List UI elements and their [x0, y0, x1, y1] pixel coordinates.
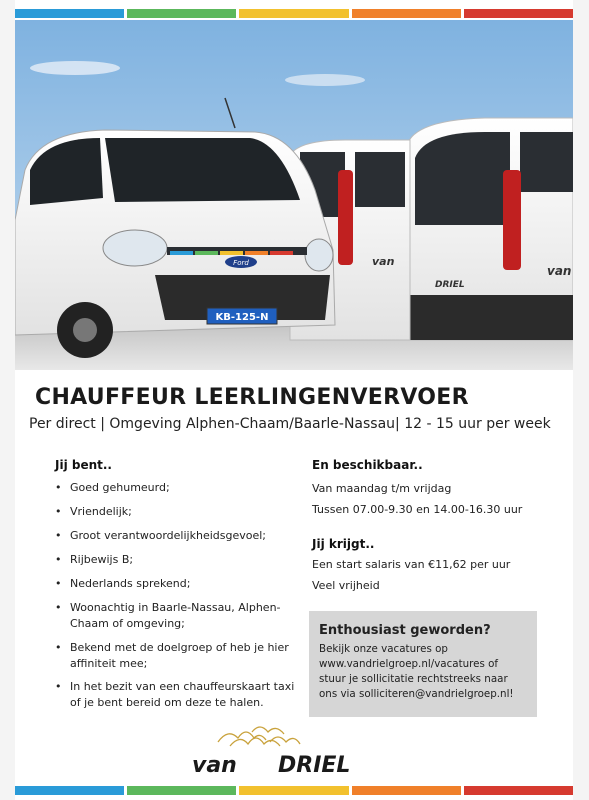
list-item-text: Rijbewijs B; [70, 552, 134, 566]
stripe-orange [352, 786, 461, 795]
stripe-green [127, 786, 236, 795]
middle-van-brand-2: DRIEL [435, 280, 465, 290]
list-item-text: Goed gehumeurd; [70, 481, 170, 494]
apply-callout-title: Enthousiast geworden? [319, 623, 491, 638]
license-plate: KB-125-N [215, 312, 269, 323]
offer-heading: Jij krijgt.. [312, 537, 375, 551]
list-item-text: Nederlands sprekend; [70, 576, 191, 590]
bottom-color-stripe [15, 786, 573, 795]
bullet-icon: • [55, 552, 62, 566]
availability-heading: En beschikbaar.. [312, 458, 423, 472]
list-item-text: Bekend met de doelgroep of heb je hier affiniteit mee; [70, 640, 289, 670]
rear-van-brand: van [547, 264, 572, 278]
car-make-logo: Ford [233, 259, 249, 267]
offer-freedom: Veel vrijheid [312, 579, 380, 592]
list-item-text: Groot verantwoordelijkheidsgevoel; [70, 528, 267, 542]
van-driel-logo [190, 720, 400, 780]
list-item [55, 504, 300, 520]
job-title: CHAUFFEUR LEERLINGENVERVOER [35, 385, 469, 410]
stripe-orange [352, 9, 461, 18]
bullet-icon: • [55, 576, 62, 590]
list-item [55, 480, 300, 496]
availability-hours: Tussen 07.00-9.30 en 14.00-16.30 uur [312, 503, 523, 516]
list-item [55, 600, 300, 632]
list-item-text: Woonachtig in Baarle-Nassau, Alphen-Chaam of omgeving; [70, 600, 281, 630]
requirements-list [55, 480, 300, 719]
logo-word-van: van [192, 753, 237, 778]
bullet-icon: • [55, 504, 62, 518]
stripe-red [464, 9, 573, 18]
logo-word-driel: DRIEL [278, 753, 351, 778]
bullet-icon: • [55, 600, 62, 614]
list-item [55, 528, 300, 544]
list-item-text: Vriendelijk; [70, 504, 132, 518]
list-item [55, 552, 300, 568]
middle-van-brand: van [372, 255, 395, 268]
stripe-blue [15, 786, 124, 795]
requirements-heading: Jij bent.. [55, 458, 112, 472]
availability-days: Van maandag t/m vrijdag [312, 482, 452, 495]
stripe-blue [15, 9, 124, 18]
list-item [55, 576, 300, 592]
stripe-red [464, 786, 573, 795]
top-color-stripe [15, 9, 573, 18]
bullet-icon: • [55, 528, 62, 542]
list-item [55, 640, 300, 672]
stripe-green [127, 9, 236, 18]
list-item-text: In het bezit van een chauffeurskaart taxi of je bent bereid om deze te halen. [70, 680, 295, 710]
job-subtitle: Per direct | Omgeving Alphen-Chaam/Baarle-Nassau| 12 - 15 uur per week [29, 416, 551, 432]
list-item [55, 679, 300, 711]
bullet-icon: • [55, 481, 62, 494]
apply-callout [309, 611, 537, 717]
offer-salary: Een start salaris van €11,62 per uur [312, 558, 511, 571]
stripe-yellow [239, 9, 348, 18]
bullet-icon: • [55, 680, 62, 694]
apply-callout-body: Bekijk onze vacatures op www.vandrielgroep.nl/vacatures of stuur je sollicitatie rechtstreeks naar ons via solliciteren@vandrielgroep.nl! [319, 643, 514, 700]
vans-photo [15, 20, 573, 370]
stripe-yellow [239, 786, 348, 795]
bullet-icon: • [55, 640, 62, 654]
